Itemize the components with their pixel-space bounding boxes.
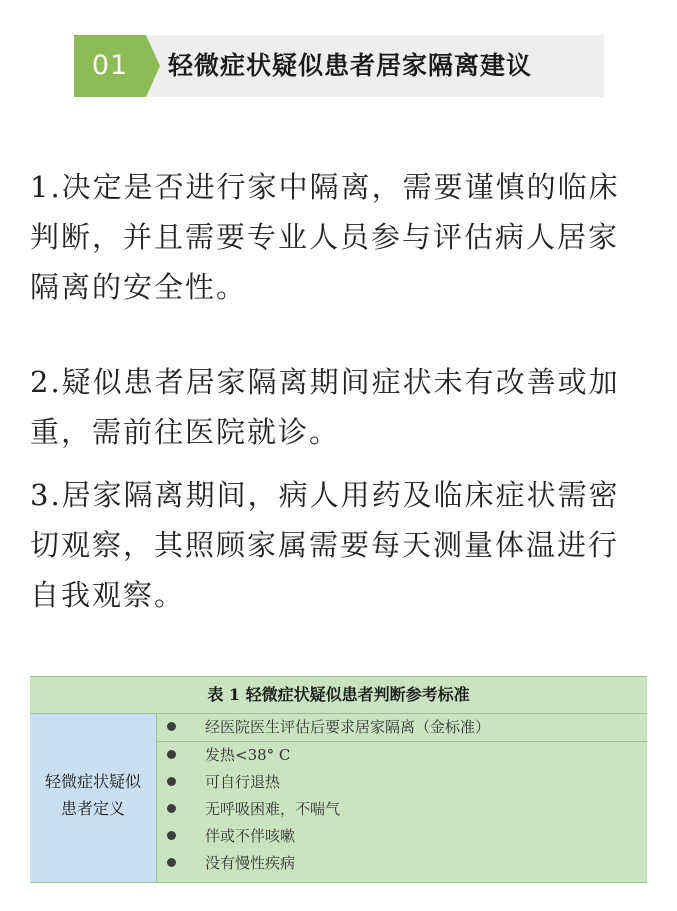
paragraph-3-line-3: 自我观察。 (30, 578, 186, 612)
table-row (157, 714, 647, 740)
bullet-icon (167, 750, 176, 759)
table-row-text: 伴或不伴咳嗽 (205, 827, 296, 845)
paragraph-1-line-2: 判断，并且需要专业人员参与评估病人居家 (30, 220, 620, 254)
table-left-header-cell (30, 714, 157, 882)
section-number-badge: 01 (74, 35, 146, 97)
header-arrow-shape (146, 35, 160, 97)
bullet-icon (167, 858, 176, 867)
table-row-text: 可自行退热 (205, 773, 281, 791)
paragraph-2-line-1: 2.疑似患者居家隔离期间症状未有改善或加 (30, 365, 620, 399)
paragraph-3-line-2: 切观察，其照顾家属需要每天测量体温进行 (30, 528, 620, 562)
paragraph-1-line-1: 1.决定是否进行家中隔离，需要谨慎的临床 (30, 170, 620, 204)
paragraph-2 (30, 357, 655, 457)
section-title: 轻微症状疑似患者居家隔离建议 (168, 51, 533, 80)
paragraph-3-line-1: 3.居家隔离期间，病人用药及临床症状需密 (30, 478, 620, 512)
table-row (157, 742, 647, 768)
table-row-text: 经医院医生评估后要求居家隔离（金标准） (205, 718, 491, 736)
paragraph-1 (30, 162, 655, 312)
table-left-label-line-1: 轻微症状疑似 (44, 772, 141, 791)
table-left-label (30, 768, 156, 822)
table-row (157, 823, 647, 849)
table-row-text: 无呼吸困难，不喘气 (205, 800, 341, 818)
bullet-icon (167, 831, 176, 840)
table-row (157, 796, 647, 822)
table-row (157, 769, 647, 795)
table-row-text: 没有慢性疾病 (205, 854, 296, 872)
paragraph-2-line-2: 重，需前往医院就诊。 (30, 415, 341, 449)
table-left-label-line-2: 患者定义 (60, 799, 125, 818)
bullet-icon (167, 804, 176, 813)
table-title: 表 1 轻微症状疑似患者判断参考标准 (30, 677, 647, 714)
paragraph-1-line-3: 隔离的安全性。 (30, 270, 248, 304)
table-row (157, 850, 647, 876)
bullet-icon (167, 722, 176, 731)
bullet-icon (167, 777, 176, 786)
paragraph-3 (30, 470, 655, 620)
section-header (74, 35, 604, 97)
table-row-text: 发热<38° C (205, 746, 291, 764)
criteria-table (30, 676, 647, 883)
